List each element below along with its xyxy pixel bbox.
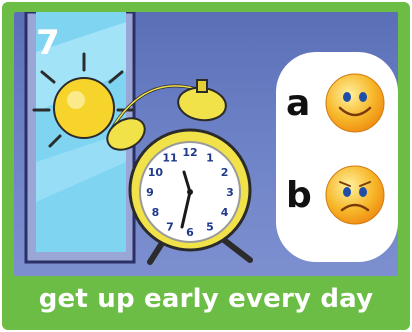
sad-face-icon: [324, 164, 386, 226]
card-number: 7: [36, 23, 60, 63]
clock-numeral: 4: [220, 206, 229, 219]
option-b[interactable]: [276, 172, 398, 232]
clock-numeral: 6: [186, 226, 194, 239]
answer-panel: [276, 52, 398, 262]
flashcard: [2, 2, 410, 330]
clock-numeral: 3: [226, 186, 234, 199]
clock-numeral: 9: [146, 186, 154, 199]
card-caption: get up early every day: [38, 284, 374, 314]
clock-numeral: 2: [220, 166, 229, 179]
happy-face-icon: [324, 72, 386, 134]
clock-numeral: 7: [166, 220, 174, 234]
clock-numeral: 8: [151, 206, 160, 219]
option-a-letter: a: [286, 83, 311, 124]
option-a[interactable]: [276, 80, 398, 140]
clock-numeral: 11: [162, 151, 178, 165]
option-b-letter: b: [286, 175, 312, 216]
clock-numeral: 1: [206, 151, 214, 165]
illustration-scene: [14, 12, 398, 276]
clock-numeral: 12: [182, 146, 198, 159]
clock-numeral: 5: [206, 220, 214, 234]
clock-numeral: 10: [147, 166, 164, 179]
alarm-clock-icon: [130, 130, 250, 262]
